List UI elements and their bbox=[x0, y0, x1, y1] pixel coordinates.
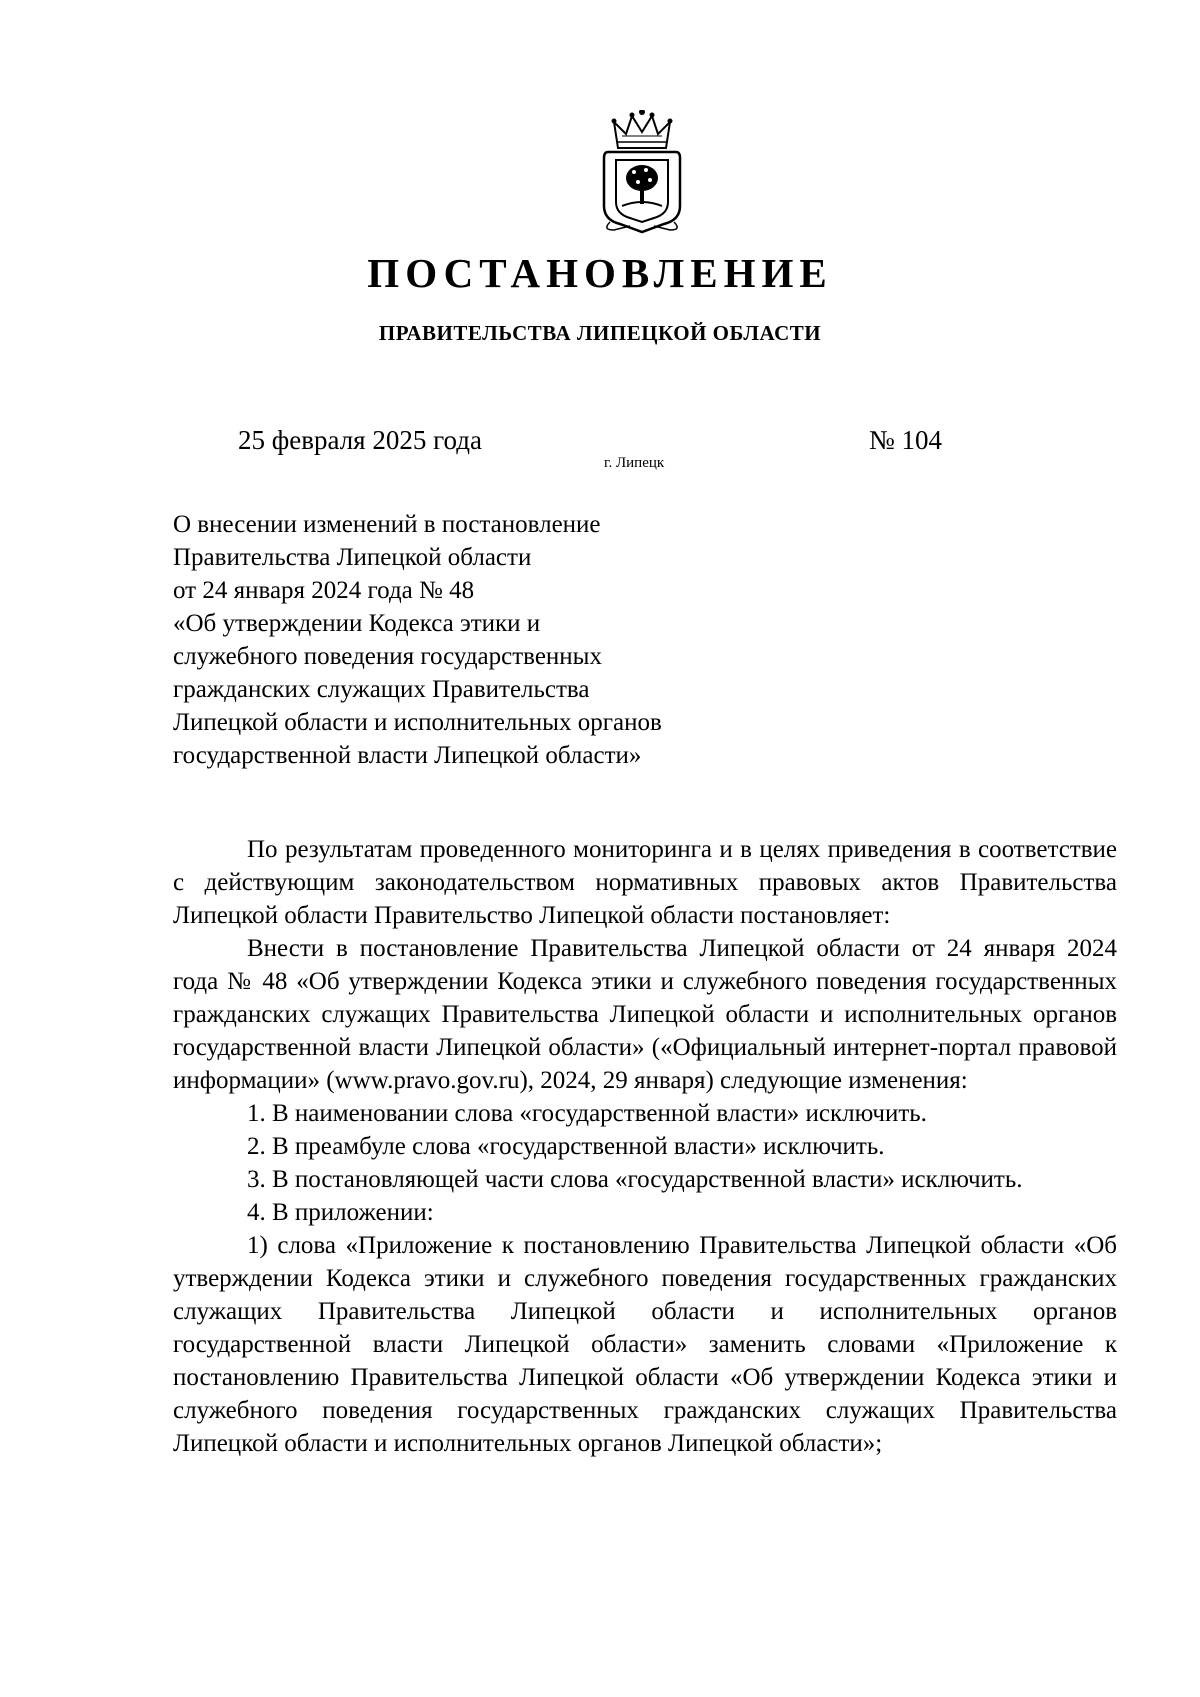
document-city: г. Липецк bbox=[604, 455, 665, 471]
document-number: № 104 bbox=[869, 425, 943, 455]
document-heading bbox=[173, 508, 773, 772]
body-paragraph: 2. В преамбуле слова «государственной власти» исключить. bbox=[247, 1133, 885, 1160]
heading-line: Липецкой области и исполнительных органов bbox=[173, 709, 662, 736]
body-paragraph: Внести в постановление Правительства Липецкой области от 24 января 2024 года № 48 «Об утверждении Кодекса этики и служебного поведения государственных гражданских служащих Правительства Липецкой области и исполнительных органов государственной власти Липецкой области» («Официальный интернет-портал правовой информации» (www.pravo.gov.ru), 2024, 29 января) следующие изменения: bbox=[173, 935, 1117, 1094]
body-paragraph: 3. В постановляющей части слова «государственной власти» исключить. bbox=[247, 1166, 1023, 1193]
document-title: ПОСТАНОВЛЕНИЕ bbox=[367, 250, 833, 296]
body-paragraph: По результатам проведенного мониторинга и в целях приведения в соответствие с действующим законодательством нормативных правовых актов Правительства Липецкой области Правительство Липецкой области постановляет: bbox=[173, 836, 1117, 929]
heading-line: «Об утверждении Кодекса этики и bbox=[173, 610, 541, 637]
body-paragraph: 1. В наименовании слова «государственной власти» исключить. bbox=[247, 1100, 927, 1127]
coat-of-arms-icon bbox=[600, 110, 684, 236]
heading-line: гражданских служащих Правительства bbox=[173, 676, 590, 703]
document-body bbox=[173, 833, 1117, 1460]
document-date: 25 февраля 2025 года bbox=[238, 425, 482, 455]
document-issuer: ПРАВИТЕЛЬСТВА ЛИПЕЦКОЙ ОБЛАСТИ bbox=[378, 321, 822, 345]
heading-line: государственной власти Липецкой области» bbox=[173, 742, 642, 769]
heading-line: служебного поведения государственных bbox=[173, 643, 602, 670]
body-paragraph: 1) слова «Приложение к постановлению Правительства Липецкой области «Об утверждении Кодекса этики и служебного поведения государственных гражданских служащих Правительства Липецкой области и исполнительных органов государственной власти Липецкой области» заменить словами «Приложение к постановлению Правительства Липецкой области «Об утверждении Кодекса этики и служебного поведения государственных гражданских служащих Правительства Липецкой области и исполнительных органов Липецкой области»; bbox=[173, 1232, 1117, 1457]
body-paragraph: 4. В приложении: bbox=[247, 1199, 434, 1226]
heading-line: Правительства Липецкой области bbox=[173, 544, 532, 571]
heading-line: от 24 января 2024 года № 48 bbox=[173, 577, 475, 604]
heading-line: О внесении изменений в постановление bbox=[173, 511, 601, 538]
